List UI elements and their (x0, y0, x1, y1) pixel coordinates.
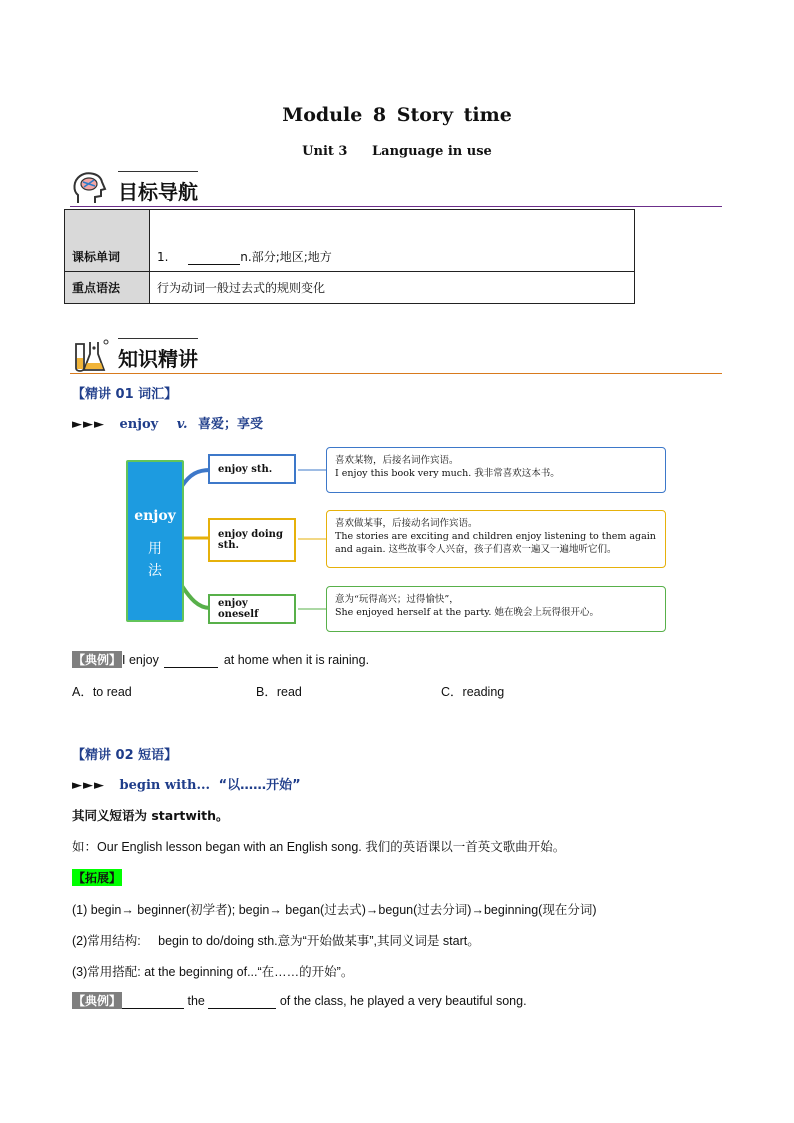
vocab-word: enjoy (119, 417, 159, 432)
phrase-entry-begin-with (72, 774, 301, 793)
vocab-entry-enjoy (72, 413, 263, 432)
phrase-meaning: “以……开始” (218, 778, 301, 793)
example-question-2 (72, 992, 527, 1009)
row-value: 行为动词一般过去式的规则变化 (150, 272, 635, 304)
expand-point-3: (3)常用搭配: at the beginning of...“在……的开始”。 (72, 965, 354, 979)
section-label-goals: 目标导航 (118, 180, 198, 204)
note-box (326, 447, 666, 493)
note-line: I enjoy this book very much. 我非常喜欢这本书。 (335, 468, 560, 479)
center-word: enjoy (134, 508, 176, 524)
expand-tag (72, 867, 122, 886)
row-label: 重点语法 (65, 272, 150, 304)
page-subtitle (0, 144, 794, 159)
answer-blank (208, 1008, 276, 1009)
question-text: the (187, 994, 205, 1008)
note-line: 喜欢某物，后接名词作宾语。 (335, 455, 459, 466)
example-sentence: Our English lesson began with an English song. 我们的英语课以一首英文歌曲开始。 (97, 840, 566, 854)
enjoy-usage-diagram (122, 446, 674, 638)
center-label (128, 538, 182, 582)
center-label-char-2: 法 (148, 563, 162, 579)
item-number: 1. (157, 250, 169, 264)
note-line: She enjoyed herself at the party. 她在晚会上玩得很开心。 (335, 607, 599, 618)
unit-label: Unit 3 (302, 144, 348, 159)
question-text: I enjoy (122, 653, 159, 667)
section-header-knowledge (70, 336, 722, 376)
pattern-box: enjoy oneself (208, 594, 296, 624)
brain-icon (70, 169, 110, 209)
answer-blank (122, 1008, 184, 1009)
note-box (326, 510, 666, 568)
center-label-char-1: 用 (148, 541, 162, 557)
section-label-knowledge: 知识精讲 (118, 347, 198, 371)
arrows-icon: ►►► (72, 417, 105, 432)
unit-topic: Language in use (372, 144, 492, 159)
note-box (326, 586, 666, 632)
table-row (65, 210, 635, 272)
item-text: n.部分;地区;地方 (240, 250, 332, 264)
option-b[interactable]: B．read (256, 685, 302, 699)
expand-tag-label: 【拓展】 (73, 871, 122, 885)
option-a[interactable]: A．to read (72, 685, 132, 699)
expand-point-2: (2)常用结构: begin to do/doing sth.意为“开始做某事”,其同义词是 start。 (72, 934, 480, 948)
lecture-heading-01: 【精讲 01 词汇】 (72, 387, 178, 402)
option-c[interactable]: C．reading (441, 685, 505, 699)
goal-table (64, 209, 635, 304)
synonym-note: 其同义短语为 startwith。 (72, 808, 229, 823)
center-word-box (126, 460, 184, 622)
note-line: 喜欢做某事，后接动名词作宾语。 (335, 518, 478, 529)
pattern-box: enjoy sth. (208, 454, 296, 484)
pattern-box: enjoy doing sth. (208, 518, 296, 562)
page-title: Module 8 Story time (282, 104, 512, 126)
note-line: 意为“玩得高兴；过得愉快”， (335, 594, 459, 605)
part-of-speech: v. (176, 417, 188, 432)
answer-blank (164, 667, 218, 668)
phrase: begin with... (119, 778, 211, 793)
flask-icon (70, 336, 110, 376)
question-text: at home when it is raining. (223, 653, 370, 667)
usage-example (72, 837, 565, 855)
expand-point-1: (1) begin→ beginner(初学者); begin→ began(过去式)→begun(过去分词)→beginning(现在分词) (72, 903, 597, 917)
example-question-1 (72, 651, 369, 668)
section-header-goals (70, 169, 722, 209)
question-text: of the class, he played a very beautiful song. (279, 994, 527, 1008)
table-row (65, 272, 635, 304)
answer-blank (188, 264, 240, 265)
arrows-icon: ►►► (72, 778, 105, 793)
note-line: The stories are exciting and children enjoy listening to them again and again. 这些故事令人兴奋，孩子们喜欢一遍又一遍地听它们。 (335, 531, 656, 555)
row-value (150, 210, 635, 272)
example-prefix: 如： (72, 840, 98, 854)
example-tag: 【典例】 (73, 994, 122, 1008)
vocab-meaning: 喜爱；享受 (198, 417, 264, 432)
example-tag: 【典例】 (73, 653, 122, 667)
row-label: 课标单词 (65, 210, 150, 272)
lecture-heading-02: 【精讲 02 短语】 (72, 748, 178, 763)
